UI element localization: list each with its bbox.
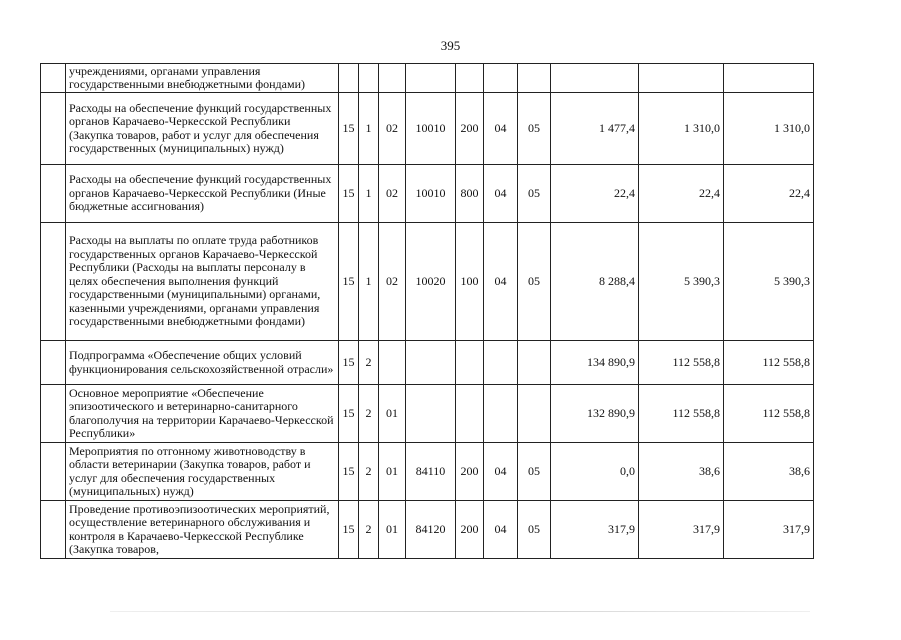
code-cell-c7 <box>518 64 551 93</box>
amount-cell-a3: 1 310,0 <box>724 93 814 165</box>
code-cell-c7: 05 <box>518 165 551 223</box>
code-cell-c5: 200 <box>456 443 484 501</box>
table-row <box>41 385 814 443</box>
amount-cell-a3 <box>724 64 814 93</box>
code-cell-c2: 1 <box>359 93 379 165</box>
code-cell-c3: 02 <box>379 223 406 341</box>
amount-cell-a2: 112 558,8 <box>639 385 724 443</box>
amount-cell-a3: 22,4 <box>724 165 814 223</box>
table-row <box>41 93 814 165</box>
code-cell-c6 <box>484 385 518 443</box>
amount-cell-a3: 317,9 <box>724 501 814 559</box>
code-cell-c5: 800 <box>456 165 484 223</box>
expense-name-cell: Подпрограмма «Обеспечение общих условий функционирования сельскохозяйственной отрасли» <box>66 341 339 385</box>
code-cell-c2: 1 <box>359 165 379 223</box>
code-cell-c3: 01 <box>379 385 406 443</box>
code-cell-c5: 100 <box>456 223 484 341</box>
code-cell-c6: 04 <box>484 501 518 559</box>
code-cell-c1: 15 <box>339 341 359 385</box>
code-cell-c3: 02 <box>379 93 406 165</box>
row-number-cell <box>41 385 66 443</box>
code-cell-c4: 10020 <box>406 223 456 341</box>
page-number: 395 <box>440 38 461 53</box>
amount-cell-a2: 38,6 <box>639 443 724 501</box>
amount-cell-a2 <box>639 64 724 93</box>
expense-name-cell: Расходы на обеспечение функций государственных органов Карачаево-Черкесской Республики (Закупка товаров, работ и услуг для обеспечения государственных (муниципальных) нужд) <box>66 93 339 165</box>
amount-cell-a3: 38,6 <box>724 443 814 501</box>
code-cell-c6: 04 <box>484 93 518 165</box>
code-cell-c3: 01 <box>379 501 406 559</box>
amount-cell-a2: 5 390,3 <box>639 223 724 341</box>
table-row <box>41 443 814 501</box>
amount-cell-a1: 22,4 <box>551 165 639 223</box>
code-cell-c2: 2 <box>359 501 379 559</box>
code-cell-c1: 15 <box>339 93 359 165</box>
code-cell-c2 <box>359 64 379 93</box>
code-cell-c4 <box>406 341 456 385</box>
code-cell-c3: 02 <box>379 165 406 223</box>
code-cell-c2: 2 <box>359 385 379 443</box>
code-cell-c5 <box>456 64 484 93</box>
table-row <box>41 165 814 223</box>
code-cell-c7: 05 <box>518 93 551 165</box>
code-cell-c5: 200 <box>456 501 484 559</box>
code-cell-c7: 05 <box>518 501 551 559</box>
table-row <box>41 341 814 385</box>
code-cell-c3 <box>379 341 406 385</box>
table-row <box>41 223 814 341</box>
code-cell-c4: 10010 <box>406 165 456 223</box>
code-cell-c1: 15 <box>339 443 359 501</box>
expense-name-cell: Расходы на выплаты по оплате труда работников государственных органов Карачаево-Черкесской Республики (Расходы на выплаты персоналу в целях обеспечения выполнения функций государственными (муниципальными) органами, казенными учреждениями, органами управления государственными внебюджетными фондами) <box>66 223 339 341</box>
code-cell-c7 <box>518 341 551 385</box>
code-cell-c1: 15 <box>339 223 359 341</box>
table-body <box>41 64 814 559</box>
row-number-cell <box>41 443 66 501</box>
row-number-cell <box>41 341 66 385</box>
amount-cell-a2: 1 310,0 <box>639 93 724 165</box>
amount-cell-a1: 132 890,9 <box>551 385 639 443</box>
amount-cell-a1: 317,9 <box>551 501 639 559</box>
amount-cell-a2: 112 558,8 <box>639 341 724 385</box>
amount-cell-a1: 1 477,4 <box>551 93 639 165</box>
row-number-cell <box>41 64 66 93</box>
code-cell-c1 <box>339 64 359 93</box>
code-cell-c2: 2 <box>359 443 379 501</box>
code-cell-c6: 04 <box>484 443 518 501</box>
amount-cell-a1 <box>551 64 639 93</box>
amount-cell-a1: 134 890,9 <box>551 341 639 385</box>
code-cell-c7: 05 <box>518 443 551 501</box>
code-cell-c1: 15 <box>339 385 359 443</box>
code-cell-c4: 10010 <box>406 93 456 165</box>
expense-name-cell: Основное мероприятие «Обеспечение эпизоотического и ветеринарно-санитарного благополучия на территории Карачаево-Черкесской Республики» <box>66 385 339 443</box>
table-row <box>41 64 814 93</box>
code-cell-c7: 05 <box>518 223 551 341</box>
table-row <box>41 501 814 559</box>
expense-name-cell: Проведение противоэпизоотических мероприятий, осуществление ветеринарного обслуживания и контроля в Карачаево-Черкесской Республике (Закупка товаров, <box>66 501 339 559</box>
code-cell-c6: 04 <box>484 165 518 223</box>
expense-name-cell: Мероприятия по отгонному животноводству в области ветеринарии (Закупка товаров, работ и услуг для обеспечения государственных (муниципальных) нужд) <box>66 443 339 501</box>
scan-artifact-line <box>110 611 810 612</box>
code-cell-c3 <box>379 64 406 93</box>
code-cell-c4: 84120 <box>406 501 456 559</box>
code-cell-c2: 2 <box>359 341 379 385</box>
amount-cell-a1: 0,0 <box>551 443 639 501</box>
row-number-cell <box>41 165 66 223</box>
row-number-cell <box>41 501 66 559</box>
code-cell-c5: 200 <box>456 93 484 165</box>
expense-name-cell: учреждениями, органами управления государственными внебюджетными фондами) <box>66 64 339 93</box>
row-number-cell <box>41 223 66 341</box>
amount-cell-a1: 8 288,4 <box>551 223 639 341</box>
amount-cell-a2: 317,9 <box>639 501 724 559</box>
amount-cell-a3: 112 558,8 <box>724 385 814 443</box>
code-cell-c3: 01 <box>379 443 406 501</box>
code-cell-c7 <box>518 385 551 443</box>
expense-name-cell: Расходы на обеспечение функций государственных органов Карачаево-Черкесской Республики (Иные бюджетные ассигнования) <box>66 165 339 223</box>
code-cell-c6 <box>484 64 518 93</box>
code-cell-c1: 15 <box>339 501 359 559</box>
code-cell-c4: 84110 <box>406 443 456 501</box>
code-cell-c1: 15 <box>339 165 359 223</box>
code-cell-c2: 1 <box>359 223 379 341</box>
amount-cell-a3: 112 558,8 <box>724 341 814 385</box>
code-cell-c4 <box>406 64 456 93</box>
code-cell-c6: 04 <box>484 223 518 341</box>
code-cell-c5 <box>456 385 484 443</box>
code-cell-c6 <box>484 341 518 385</box>
amount-cell-a3: 5 390,3 <box>724 223 814 341</box>
code-cell-c5 <box>456 341 484 385</box>
code-cell-c4 <box>406 385 456 443</box>
amount-cell-a2: 22,4 <box>639 165 724 223</box>
budget-table <box>40 63 814 559</box>
row-number-cell <box>41 93 66 165</box>
